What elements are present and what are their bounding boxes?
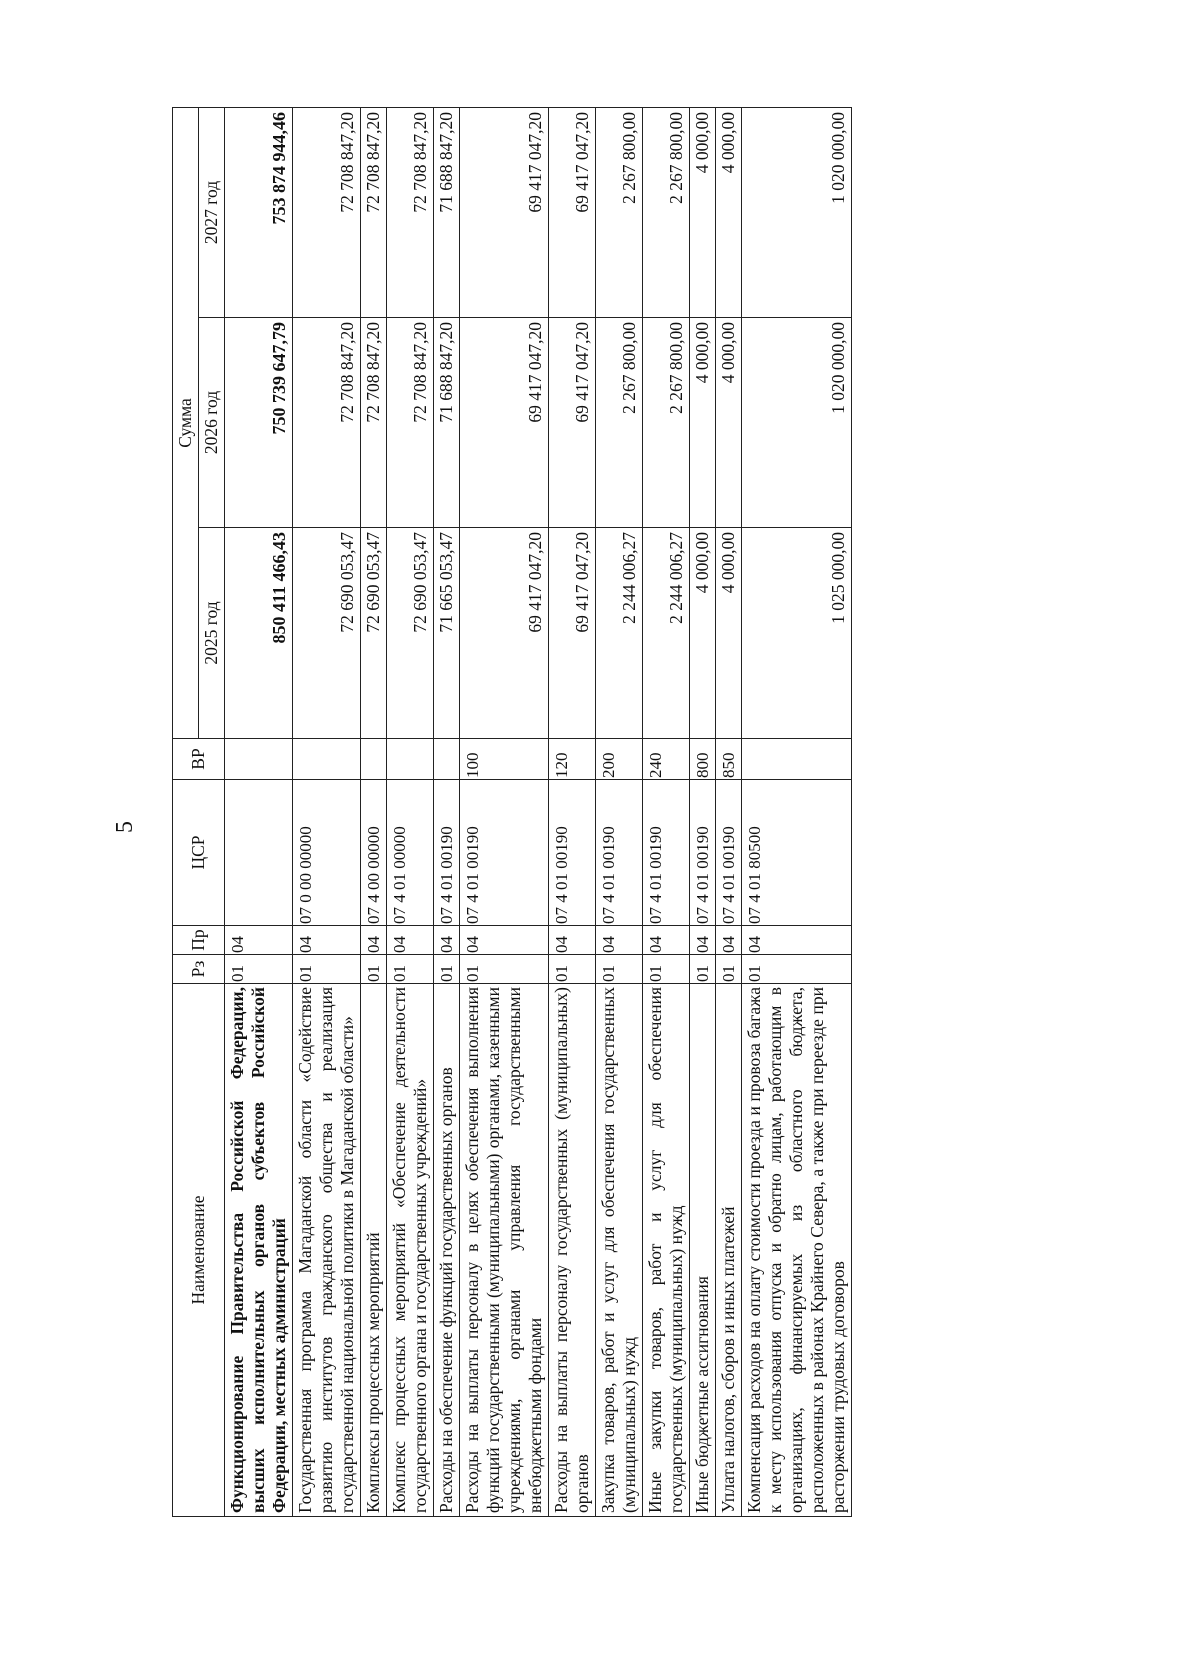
row-csr: 07 4 01 00190 <box>460 780 549 926</box>
row-csr: 07 4 01 00000 <box>387 780 434 926</box>
table-row <box>690 107 716 1516</box>
row-pr: 04 <box>549 926 596 955</box>
row-2027: 71 688 847,20 <box>434 107 460 317</box>
table-row <box>361 107 387 1516</box>
header-2025: 2025 год <box>199 528 225 739</box>
row-pr: 04 <box>742 926 852 955</box>
row-2027: 72 708 847,20 <box>387 107 434 317</box>
header-name: Наименование <box>173 984 225 1517</box>
row-2025: 72 690 053,47 <box>361 528 387 739</box>
row-name: Функционирование Правительства Российской Федерации, высших исполнительных органов субъектов Российской Федерации, местных администраций <box>225 984 293 1517</box>
row-csr: 07 4 01 00190 <box>716 780 742 926</box>
row-2026: 2 267 800,00 <box>643 318 690 528</box>
row-2026: 69 417 047,20 <box>549 318 596 528</box>
table-row <box>387 107 434 1516</box>
row-2027: 4 000,00 <box>716 107 742 317</box>
row-2025: 4 000,00 <box>716 528 742 739</box>
row-rz: 01 <box>643 955 690 984</box>
row-name: Расходы на выплаты персоналу государственных (муниципальных) органов <box>549 984 596 1517</box>
header-2026: 2026 год <box>199 318 225 528</box>
table-row <box>716 107 742 1516</box>
row-2025: 72 690 053,47 <box>387 528 434 739</box>
row-rz: 01 <box>387 955 434 984</box>
budget-table <box>172 107 852 1517</box>
row-vr: 800 <box>690 739 716 780</box>
row-pr: 04 <box>387 926 434 955</box>
row-rz: 01 <box>434 955 460 984</box>
row-2027: 72 708 847,20 <box>293 107 361 317</box>
row-name: Государственная программа Магаданской области «Содействие развитию институтов гражданского общества и реализация государственной национальной политики в Магаданской области» <box>293 984 361 1517</box>
page-number: 5 <box>112 821 138 833</box>
row-name: Комплексы процессных мероприятий <box>361 984 387 1517</box>
table-row <box>742 107 852 1516</box>
row-name: Закупка товаров, работ и услуг для обеспечения государственных (муниципальных) нужд <box>596 984 643 1517</box>
row-2025: 1 025 000,00 <box>742 528 852 739</box>
row-name: Уплата налогов, сборов и иных платежей <box>716 984 742 1517</box>
row-name: Иные бюджетные ассигнования <box>690 984 716 1517</box>
row-vr <box>225 739 293 780</box>
row-pr: 04 <box>361 926 387 955</box>
row-vr: 100 <box>460 739 549 780</box>
header-row <box>173 107 199 1516</box>
row-rz: 01 <box>225 955 293 984</box>
table-row <box>434 107 460 1516</box>
table-row <box>460 107 549 1516</box>
header-vr: ВР <box>173 739 225 780</box>
row-vr: 850 <box>716 739 742 780</box>
row-2027: 1 020 000,00 <box>742 107 852 317</box>
row-vr <box>293 739 361 780</box>
header-pr: Пр <box>173 926 225 955</box>
row-vr <box>742 739 852 780</box>
row-csr: 07 4 01 00190 <box>434 780 460 926</box>
row-csr: 07 4 01 00190 <box>549 780 596 926</box>
row-2025: 69 417 047,20 <box>460 528 549 739</box>
row-csr: 07 4 01 80500 <box>742 780 852 926</box>
row-2026: 71 688 847,20 <box>434 318 460 528</box>
row-2027: 753 874 944,46 <box>225 107 293 317</box>
row-2026: 72 708 847,20 <box>361 318 387 528</box>
row-2026: 72 708 847,20 <box>387 318 434 528</box>
row-2026: 1 020 000,00 <box>742 318 852 528</box>
row-2027: 69 417 047,20 <box>549 107 596 317</box>
row-csr <box>225 780 293 926</box>
header-csr: ЦСР <box>173 780 225 926</box>
table-row <box>596 107 643 1516</box>
row-2027: 2 267 800,00 <box>643 107 690 317</box>
row-name: Расходы на обеспечение функций государственных органов <box>434 984 460 1517</box>
row-vr: 200 <box>596 739 643 780</box>
row-pr: 04 <box>690 926 716 955</box>
row-2026: 750 739 647,79 <box>225 318 293 528</box>
row-pr: 04 <box>716 926 742 955</box>
row-csr: 07 4 01 00190 <box>596 780 643 926</box>
row-name: Иные закупки товаров, работ и услуг для обеспечения государственных (муниципальных) нужд <box>643 984 690 1517</box>
row-pr: 04 <box>434 926 460 955</box>
row-vr: 240 <box>643 739 690 780</box>
table-row <box>293 107 361 1516</box>
row-2025: 4 000,00 <box>690 528 716 739</box>
header-2027: 2027 год <box>199 107 225 317</box>
row-2026: 4 000,00 <box>716 318 742 528</box>
row-name: Компенсация расходов на оплату стоимости проезда и провоза багажа к месту использования отпуска и обратно лицам, работающим в организациях, финансируемых из областного бюджета, расположенных в районах Крайнего Севера, а также при переезде при расторжении трудовых договоров <box>742 984 852 1517</box>
row-vr: 120 <box>549 739 596 780</box>
row-2026: 4 000,00 <box>690 318 716 528</box>
row-rz: 01 <box>716 955 742 984</box>
row-vr <box>387 739 434 780</box>
row-rz: 01 <box>460 955 549 984</box>
row-2027: 4 000,00 <box>690 107 716 317</box>
header-sum: Сумма <box>173 107 199 738</box>
row-vr <box>361 739 387 780</box>
row-pr: 04 <box>643 926 690 955</box>
table-row <box>225 107 293 1516</box>
row-pr: 04 <box>225 926 293 955</box>
row-2025: 850 411 466,43 <box>225 528 293 739</box>
row-csr: 07 4 01 00190 <box>643 780 690 926</box>
row-vr <box>434 739 460 780</box>
row-pr: 04 <box>460 926 549 955</box>
row-2026: 69 417 047,20 <box>460 318 549 528</box>
row-2025: 72 690 053,47 <box>293 528 361 739</box>
row-pr: 04 <box>596 926 643 955</box>
row-rz: 01 <box>596 955 643 984</box>
row-rz: 01 <box>361 955 387 984</box>
row-2027: 69 417 047,20 <box>460 107 549 317</box>
row-name: Комплекс процессных мероприятий «Обеспечение деятельности государственного органа и государственных учреждений» <box>387 984 434 1517</box>
row-2027: 2 267 800,00 <box>596 107 643 317</box>
row-csr: 07 4 00 00000 <box>361 780 387 926</box>
row-csr: 07 4 01 00190 <box>690 780 716 926</box>
header-rz: Рз <box>173 955 225 984</box>
row-2026: 2 267 800,00 <box>596 318 643 528</box>
row-2025: 2 244 006,27 <box>596 528 643 739</box>
table-row <box>643 107 690 1516</box>
row-2025: 71 665 053,47 <box>434 528 460 739</box>
row-csr: 07 0 00 00000 <box>293 780 361 926</box>
row-2025: 69 417 047,20 <box>549 528 596 739</box>
budget-table-rotated <box>172 108 1033 1517</box>
table-row <box>549 107 596 1516</box>
row-2027: 72 708 847,20 <box>361 107 387 317</box>
row-name: Расходы на выплаты персоналу в целях обеспечения выполнения функций государственными (муниципальными) органами, казенными учреждениями, органами управления государственными внебюджетными фондами <box>460 984 549 1517</box>
row-rz: 01 <box>690 955 716 984</box>
row-rz: 01 <box>742 955 852 984</box>
row-rz: 01 <box>293 955 361 984</box>
row-pr: 04 <box>293 926 361 955</box>
row-2026: 72 708 847,20 <box>293 318 361 528</box>
row-2025: 2 244 006,27 <box>643 528 690 739</box>
row-rz: 01 <box>549 955 596 984</box>
